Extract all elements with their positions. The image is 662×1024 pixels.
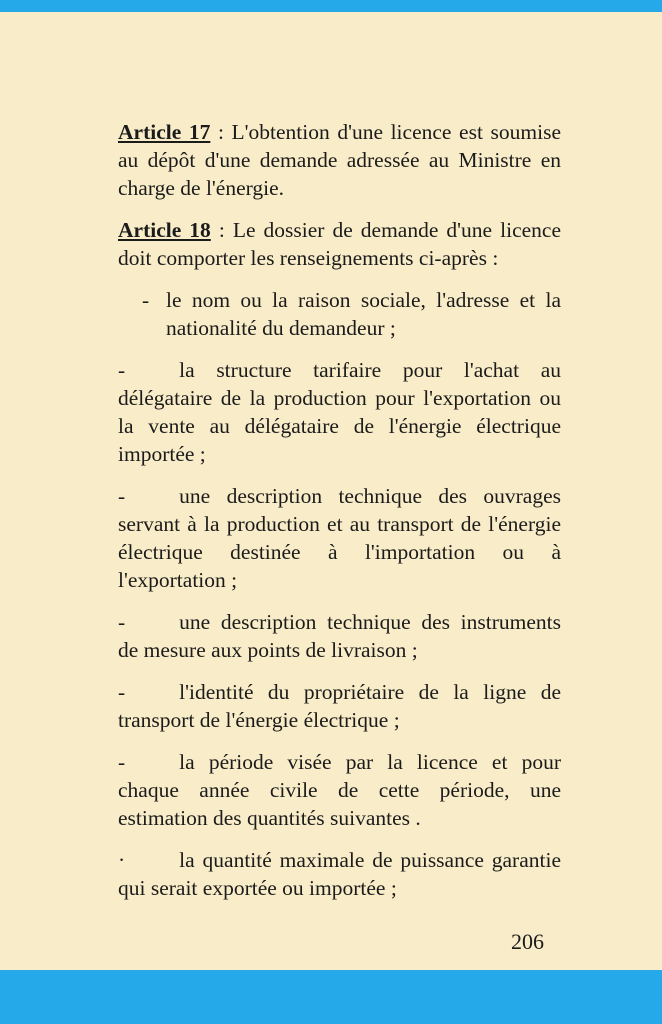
list-item-description-ouvrages (118, 482, 561, 594)
list-item-text: la période visée par la licence et pour chaque année civile de cette période, une estimation des quantités suivantes . (118, 750, 561, 830)
dash-bullet: - (118, 610, 126, 634)
list-item-text: une description technique des instruments de mesure aux points de livraison ; (118, 610, 561, 662)
article-17-heading: Article 17 (118, 120, 211, 144)
bottom-blue-bar (0, 970, 662, 1024)
paragraph-article-18 (118, 216, 561, 272)
article-18-heading: Article 18 (118, 218, 211, 242)
list-item-description-instruments (118, 608, 561, 664)
list-item-text: l'identité du propriétaire de la ligne de transport de l'énergie électrique ; (118, 680, 561, 732)
article-17-text: : L'obtention d'une licence est soumise au dépôt d'une demande adressée au Ministre en charge de l'énergie. (118, 120, 561, 200)
article-18-text: : Le dossier de demande d'une licence doit comporter les renseignements ci-après : (118, 218, 561, 270)
list-item-text: le nom ou la raison sociale, l'adresse et la nationalité du demandeur ; (166, 288, 561, 340)
list-item-text: une description technique des ouvrages servant à la production et au transport de l'énergie électrique destinée à l'importation ou à l'exportation ; (118, 484, 561, 592)
dot-bullet: · (118, 848, 126, 872)
list-item-quantite-maximale (118, 846, 561, 902)
top-blue-bar (0, 0, 662, 12)
list-item-identite-proprietaire (118, 678, 561, 734)
dash-bullet: - (118, 358, 126, 382)
list-item-text: la quantité maximale de puissance garantie qui serait exportée ou importée ; (118, 848, 561, 900)
paragraph-article-17 (118, 118, 561, 202)
document-body (118, 118, 561, 916)
list-item-nom-raison-sociale (142, 286, 561, 342)
page-number: 206 (511, 929, 544, 954)
dash-bullet: - (142, 288, 150, 312)
dash-bullet: - (118, 680, 126, 704)
list-item-periode-visee (118, 748, 561, 832)
list-item-text: la structure tarifaire pour l'achat au délégataire de la production pour l'exportation ou la vente au délégataire de l'énergie électrique importée ; (118, 358, 561, 466)
dash-bullet: - (118, 484, 126, 508)
list-item-structure-tarifaire (118, 356, 561, 468)
dash-bullet: - (118, 750, 126, 774)
